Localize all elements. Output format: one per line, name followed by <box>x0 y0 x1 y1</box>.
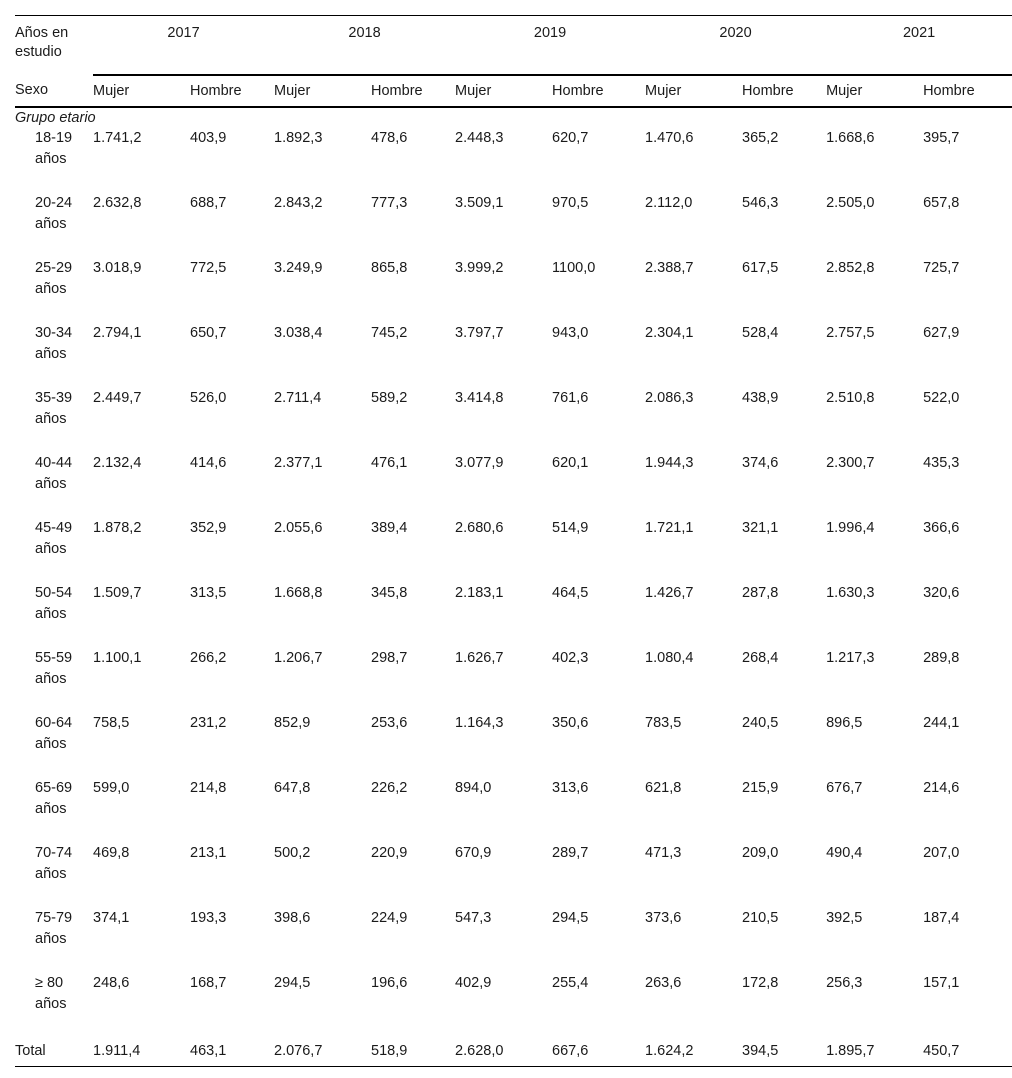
cell-mujer: 1.892,3 <box>274 130 323 146</box>
cell-mujer: 2.377,1 <box>274 455 323 471</box>
cell-mujer: 500,2 <box>274 845 311 861</box>
cell-hombre: 526,0 <box>190 390 227 406</box>
cell-hombre: 187,4 <box>923 910 960 926</box>
cell-mujer: 547,3 <box>455 910 492 926</box>
cell-mujer: 2.086,3 <box>645 390 694 406</box>
cell-mujer: 263,6 <box>645 975 682 991</box>
sex-column-header: Hombre <box>923 75 1012 107</box>
table-row <box>15 518 1012 583</box>
cell-hombre: 518,9 <box>371 1038 455 1067</box>
cell-mujer: 2.628,0 <box>455 1038 552 1067</box>
cell-mujer: 373,6 <box>645 910 682 926</box>
cell-hombre: 1100,0 <box>552 260 596 276</box>
table-row <box>15 908 1012 973</box>
cell-hombre: 313,5 <box>190 585 227 601</box>
cell-mujer: 2.076,7 <box>274 1038 371 1067</box>
cell-mujer: 2.510,8 <box>826 390 875 406</box>
table-row <box>15 388 1012 453</box>
cell-mujer: 599,0 <box>93 780 130 796</box>
table-row <box>15 973 1012 1038</box>
cell-mujer: 398,6 <box>274 910 311 926</box>
table-row <box>15 323 1012 388</box>
cell-hombre: 414,6 <box>190 455 227 471</box>
cell-mujer: 1.164,3 <box>455 715 504 731</box>
cell-mujer: 294,5 <box>274 975 311 991</box>
cell-mujer: 3.999,2 <box>455 260 504 276</box>
row-label: 35-39 años <box>35 390 73 427</box>
cell-hombre: 365,2 <box>742 130 779 146</box>
cell-mujer: 2.055,6 <box>274 520 323 536</box>
cell-hombre: 620,7 <box>552 130 589 146</box>
cell-hombre: 528,4 <box>742 325 779 341</box>
sex-column-header: Mujer <box>645 75 742 107</box>
cell-hombre: 287,8 <box>742 585 779 601</box>
cell-hombre: 438,9 <box>742 390 779 406</box>
cell-hombre: 617,5 <box>742 260 779 276</box>
table-row <box>15 128 1012 193</box>
cell-hombre: 772,5 <box>190 260 227 276</box>
cell-hombre: 522,0 <box>923 390 960 406</box>
cell-mujer: 2.449,7 <box>93 390 142 406</box>
table-row <box>15 453 1012 518</box>
cell-hombre: 214,6 <box>923 780 960 796</box>
sex-column-header: Mujer <box>826 75 923 107</box>
cell-hombre: 240,5 <box>742 715 779 731</box>
cell-hombre: 168,7 <box>190 975 227 991</box>
cell-hombre: 196,6 <box>371 975 408 991</box>
table-row <box>15 778 1012 843</box>
cell-hombre: 289,7 <box>552 845 589 861</box>
cell-hombre: 725,7 <box>923 260 960 276</box>
cell-mujer: 1.668,6 <box>826 130 875 146</box>
cell-hombre: 214,8 <box>190 780 227 796</box>
group-row <box>15 107 1012 128</box>
cell-mujer: 1.100,1 <box>93 650 142 666</box>
year-header-row <box>15 16 1012 76</box>
cell-hombre: 244,1 <box>923 715 960 731</box>
cell-mujer: 621,8 <box>645 780 682 796</box>
cell-hombre: 970,5 <box>552 195 589 211</box>
cell-hombre: 478,6 <box>371 130 408 146</box>
cell-hombre: 210,5 <box>742 910 779 926</box>
cell-hombre: 403,9 <box>190 130 227 146</box>
sex-column-header: Mujer <box>455 75 552 107</box>
cell-hombre: 546,3 <box>742 195 779 211</box>
cell-hombre: 266,2 <box>190 650 227 666</box>
cell-mujer: 2.300,7 <box>826 455 875 471</box>
cell-mujer: 2.794,1 <box>93 325 142 341</box>
cell-hombre: 352,9 <box>190 520 227 536</box>
table-body <box>15 107 1012 1067</box>
cell-hombre: 435,3 <box>923 455 960 471</box>
cell-hombre: 157,1 <box>923 975 960 991</box>
row-label: 30-34 años <box>35 325 73 362</box>
cell-hombre: 215,9 <box>742 780 779 796</box>
sex-header-row <box>15 75 1012 107</box>
cell-hombre: 627,9 <box>923 325 960 341</box>
row-label: 25-29 años <box>35 260 73 297</box>
cell-mujer: 670,9 <box>455 845 492 861</box>
cell-hombre: 777,3 <box>371 195 408 211</box>
cell-hombre: 255,4 <box>552 975 589 991</box>
cell-hombre: 207,0 <box>923 845 960 861</box>
cell-hombre: 193,3 <box>190 910 227 926</box>
cell-mujer: 1.217,3 <box>826 650 875 666</box>
cell-mujer: 471,3 <box>645 845 682 861</box>
cell-mujer: 852,9 <box>274 715 311 731</box>
row-label: 45-49 años <box>35 520 73 557</box>
cell-mujer: 647,8 <box>274 780 311 796</box>
cell-mujer: 3.077,9 <box>455 455 504 471</box>
cell-mujer: 1.721,1 <box>645 520 694 536</box>
cell-hombre: 321,1 <box>742 520 779 536</box>
cell-mujer: 1.878,2 <box>93 520 142 536</box>
cell-mujer: 1.895,7 <box>826 1038 923 1067</box>
cell-mujer: 2.112,0 <box>645 195 693 211</box>
cell-hombre: 313,6 <box>552 780 589 796</box>
cell-hombre: 667,6 <box>552 1038 645 1067</box>
row-label: ≥ 80 años <box>35 975 67 1012</box>
cell-mujer: 1.626,7 <box>455 650 504 666</box>
cell-mujer: 2.304,1 <box>645 325 694 341</box>
cell-hombre: 943,0 <box>552 325 589 341</box>
cell-hombre: 514,9 <box>552 520 589 536</box>
cell-mujer: 3.509,1 <box>455 195 504 211</box>
cell-hombre: 476,1 <box>371 455 408 471</box>
cell-mujer: 2.843,2 <box>274 195 323 211</box>
cell-mujer: 2.448,3 <box>455 130 504 146</box>
row-label: 75-79 años <box>35 910 73 947</box>
cell-mujer: 490,4 <box>826 845 863 861</box>
sex-label: Sexo <box>15 75 93 107</box>
cell-mujer: 1.668,8 <box>274 585 323 601</box>
cell-hombre: 350,6 <box>552 715 589 731</box>
cell-hombre: 320,6 <box>923 585 960 601</box>
cell-hombre: 589,2 <box>371 390 408 406</box>
cell-hombre: 268,4 <box>742 650 779 666</box>
cell-hombre: 289,8 <box>923 650 960 666</box>
cell-mujer: 783,5 <box>645 715 682 731</box>
cell-hombre: 463,1 <box>190 1038 274 1067</box>
cell-hombre: 231,2 <box>190 715 227 731</box>
cell-mujer: 2.632,8 <box>93 195 142 211</box>
cell-mujer: 1.996,4 <box>826 520 875 536</box>
cell-mujer: 1.426,7 <box>645 585 694 601</box>
cell-mujer: 758,5 <box>93 715 130 731</box>
cell-mujer: 2.852,8 <box>826 260 875 276</box>
cell-mujer: 2.680,6 <box>455 520 504 536</box>
cell-hombre: 294,5 <box>552 910 589 926</box>
cell-hombre: 865,8 <box>371 260 408 276</box>
row-label: 60-64 años <box>35 715 73 752</box>
cell-hombre: 366,6 <box>923 520 960 536</box>
cell-mujer: 896,5 <box>826 715 863 731</box>
table-row <box>15 713 1012 778</box>
table-row <box>15 258 1012 323</box>
total-row <box>15 1038 1012 1067</box>
cell-hombre: 464,5 <box>552 585 589 601</box>
cell-hombre: 394,5 <box>742 1038 826 1067</box>
cell-mujer: 1.624,2 <box>645 1038 742 1067</box>
cell-mujer: 676,7 <box>826 780 863 796</box>
cell-hombre: 213,1 <box>190 845 227 861</box>
sex-column-header: Mujer <box>274 75 371 107</box>
sex-column-header: Hombre <box>552 75 645 107</box>
cell-hombre: 298,7 <box>371 650 408 666</box>
cell-hombre: 688,7 <box>190 195 227 211</box>
cell-mujer: 1.741,2 <box>93 130 142 146</box>
cell-mujer: 1.630,3 <box>826 585 875 601</box>
cell-hombre: 761,6 <box>552 390 589 406</box>
table-row <box>15 843 1012 908</box>
cell-mujer: 3.038,4 <box>274 325 323 341</box>
cell-hombre: 650,7 <box>190 325 227 341</box>
row-label: 65-69 años <box>35 780 73 817</box>
cell-mujer: 3.018,9 <box>93 260 142 276</box>
year-header: 2020 <box>645 16 826 76</box>
cell-mujer: 2.711,4 <box>274 390 322 406</box>
cell-mujer: 3.797,7 <box>455 325 504 341</box>
cell-hombre: 209,0 <box>742 845 779 861</box>
row-label: 50-54 años <box>35 585 73 622</box>
sex-column-header: Hombre <box>742 75 826 107</box>
cell-hombre: 389,4 <box>371 520 408 536</box>
cell-mujer: 3.249,9 <box>274 260 323 276</box>
cell-mujer: 3.414,8 <box>455 390 504 406</box>
cell-hombre: 220,9 <box>371 845 408 861</box>
cell-hombre: 253,6 <box>371 715 408 731</box>
cell-mujer: 2.505,0 <box>826 195 875 211</box>
sex-column-header: Hombre <box>371 75 455 107</box>
cell-hombre: 226,2 <box>371 780 408 796</box>
row-label: Total <box>15 1038 93 1067</box>
cell-mujer: 1.206,7 <box>274 650 323 666</box>
row-label: 18-19 años <box>35 130 73 167</box>
cell-mujer: 1.470,6 <box>645 130 694 146</box>
sex-column-header: Hombre <box>190 75 274 107</box>
cell-hombre: 172,8 <box>742 975 779 991</box>
table-row <box>15 193 1012 258</box>
row-label: 40-44 años <box>35 455 73 492</box>
year-header: 2019 <box>455 16 645 76</box>
cell-hombre: 224,9 <box>371 910 408 926</box>
year-header: 2017 <box>93 16 274 76</box>
table-row <box>15 583 1012 648</box>
year-header: 2021 <box>826 16 1012 76</box>
cell-hombre: 395,7 <box>923 130 960 146</box>
cell-hombre: 374,6 <box>742 455 779 471</box>
cell-mujer: 256,3 <box>826 975 863 991</box>
cell-hombre: 620,1 <box>552 455 589 471</box>
row-label: 55-59 años <box>35 650 73 687</box>
cell-mujer: 2.757,5 <box>826 325 875 341</box>
cell-mujer: 374,1 <box>93 910 130 926</box>
table-row <box>15 648 1012 713</box>
cell-mujer: 392,5 <box>826 910 863 926</box>
cell-mujer: 1.944,3 <box>645 455 694 471</box>
row-label: 70-74 años <box>35 845 73 882</box>
cell-hombre: 745,2 <box>371 325 408 341</box>
cell-mujer: 894,0 <box>455 780 492 796</box>
cell-mujer: 2.388,7 <box>645 260 694 276</box>
group-label: Grupo etario <box>15 110 96 126</box>
cell-mujer: 2.183,1 <box>455 585 504 601</box>
corner-label: Años en estudio <box>15 16 93 76</box>
cell-hombre: 345,8 <box>371 585 408 601</box>
data-table <box>15 15 1012 1067</box>
cell-mujer: 248,6 <box>93 975 130 991</box>
row-label: 20-24 años <box>35 195 73 232</box>
cell-hombre: 402,3 <box>552 650 589 666</box>
cell-mujer: 1.911,4 <box>93 1038 190 1067</box>
cell-mujer: 402,9 <box>455 975 492 991</box>
cell-mujer: 469,8 <box>93 845 130 861</box>
cell-hombre: 450,7 <box>923 1038 1012 1067</box>
table-container <box>15 15 1012 1067</box>
cell-hombre: 657,8 <box>923 195 960 211</box>
sex-column-header: Mujer <box>93 75 190 107</box>
year-header: 2018 <box>274 16 455 76</box>
cell-mujer: 2.132,4 <box>93 455 142 471</box>
cell-mujer: 1.509,7 <box>93 585 142 601</box>
cell-mujer: 1.080,4 <box>645 650 694 666</box>
